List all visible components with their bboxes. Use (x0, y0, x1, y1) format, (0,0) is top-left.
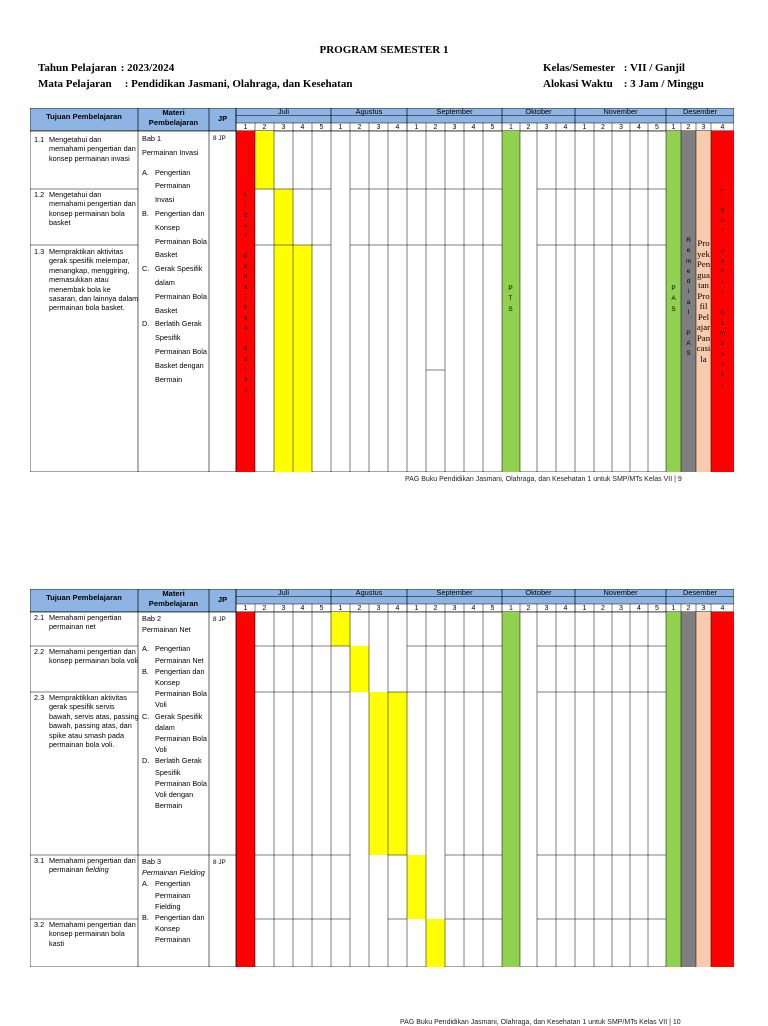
week-number: 3 (281, 604, 286, 612)
materi-bab: Bab 1 (142, 134, 162, 143)
tujuan-emphasis: fielding (85, 865, 109, 875)
tujuan-text: Memahami pengertian dari permainan fielding (49, 856, 136, 875)
week-number: 5 (655, 123, 659, 131)
vertical-letter: b (720, 206, 725, 214)
vertical-letter: m (719, 330, 726, 338)
footer-page-10: PAG Buku Pendidikan Jasmani, Olahraga, dan Kesehatan 1 untuk SMP/MTs Kelas VII | 10 (400, 1019, 681, 1026)
materi-letter: B. (142, 913, 149, 923)
tahun-label: Tahun Pelajaran (38, 62, 117, 74)
materi-item-text: Berlatih Gerak Spesifik Permainan Bola Basket dengan Bermain (155, 319, 207, 384)
month-label-oktober: Oktober (525, 588, 552, 597)
materi-topic: Permainan Fielding (142, 868, 205, 878)
kelas-semester (543, 62, 685, 74)
vertical-letter (715, 236, 731, 246)
vertical-letter (238, 334, 254, 344)
vertical-letter: k (243, 304, 248, 312)
vertical-letter: P (686, 329, 691, 337)
week-number: 3 (281, 123, 286, 131)
vertical-letter: m (685, 257, 692, 265)
mata-pelajaran (38, 78, 352, 90)
tujuan-number: 1.2 (34, 190, 45, 199)
header-jp: JP (217, 114, 228, 123)
header-tujuan: Tujuan Pembelajaran (46, 112, 122, 121)
vertical-letter: s (720, 350, 725, 358)
month-label-desember: Desember (682, 588, 718, 597)
month-label-agustus: Agustus (355, 588, 383, 597)
month-label-juli: Juli (277, 588, 290, 597)
tujuan-text: Memahami pengertian permainan net (49, 613, 122, 632)
vertical-letter: b (243, 211, 248, 219)
week-number: 3 (619, 123, 623, 131)
month-label-september: September (436, 107, 473, 116)
week-number: 4 (637, 604, 641, 612)
header-materi: Materi Pembelajaran (148, 589, 199, 608)
week-number: 1 (243, 123, 248, 131)
materi-item-text: Gerak Spesifik dalam Permainan Bola Voli (155, 711, 207, 755)
week-number: 2 (262, 604, 267, 612)
week-number: 4 (471, 123, 476, 131)
proyek-bar-2 (696, 612, 711, 967)
remedial-bar-2 (681, 612, 696, 967)
vertical-letter: K (243, 345, 248, 353)
tujuan-text: Memahami pengertian dan konsep permainan bola voli (49, 647, 138, 666)
proyek-word: yek (697, 248, 710, 259)
vertical-letter: s (243, 386, 248, 394)
vertical-letter: r (721, 381, 724, 389)
alokasi-label: Alokasi Waktu (543, 78, 613, 90)
week-number: 1 (582, 604, 587, 612)
materi-item-text: Pengertian Permainan Net (155, 644, 204, 665)
materi-item-text: Gerak Spesifik dalam Permainan Bola Basket (155, 264, 207, 315)
week-number: 1 (414, 123, 419, 131)
libur-akhir-semester-text (715, 185, 731, 391)
vertical-letter: e (720, 371, 725, 379)
vertical-letter (238, 241, 254, 251)
proyek-word: gua (697, 269, 710, 280)
materi-item (142, 317, 210, 386)
vertical-letter: P (671, 285, 676, 292)
tujuan-text: Mempraktikkan aktivitas gerak spesifik servis bawah, servis atas, passing bawah, passing atas, dan spike atau smash pada permainan bola voli. (49, 693, 139, 750)
schedule-table-1 (30, 108, 734, 472)
week-number: 2 (526, 604, 531, 612)
kelas-value: : VII / Ganjil (623, 62, 685, 74)
materi-item (142, 711, 210, 756)
vertical-letter: k (720, 258, 725, 266)
vertical-letter: S (671, 305, 676, 313)
week-number: 3 (376, 604, 381, 612)
vertical-letter: P (508, 285, 513, 292)
materi-letter: B. (142, 208, 149, 218)
vertical-letter: S (508, 305, 513, 313)
jp-value-bab-2: 8 JP (213, 616, 226, 623)
month-label-november: November (603, 107, 638, 116)
week-number: 1 (509, 123, 513, 131)
vertical-letter: A (671, 295, 676, 303)
proyek-word: tan (698, 280, 709, 290)
vertical-letter: n (243, 273, 248, 281)
tujuan-text: Mengetahui dan memahami pengertian dan konsep permainan bola basket (49, 190, 136, 228)
materi-letter: A. (142, 879, 149, 889)
week-number: 1 (338, 123, 343, 131)
week-number: 4 (395, 604, 400, 612)
vertical-letter: r (721, 227, 724, 235)
tahun-value: : 2023/2024 (120, 62, 175, 74)
proyek-text (696, 238, 711, 364)
proyek-word: Pen (696, 259, 711, 269)
materi-bab-2 (142, 613, 210, 811)
week-number: 5 (319, 123, 324, 131)
materi-letter: D. (142, 319, 150, 329)
proyek-word: Pel (697, 311, 710, 322)
week-number: 1 (509, 604, 513, 612)
week-number: 5 (655, 604, 659, 612)
vertical-letter: u (243, 221, 248, 229)
vertical-letter: a (243, 376, 248, 384)
vertical-letter: l (244, 366, 247, 374)
tujuan-number: 1.1 (34, 135, 45, 144)
week-number: 4 (563, 604, 568, 612)
jadwal-3-1 (407, 855, 426, 919)
week-number: 5 (490, 123, 495, 131)
materi-item-text: Pengertian Permainan Fielding (155, 879, 191, 911)
materi-letter: C. (142, 711, 150, 721)
jadwal-1-2 (274, 189, 293, 245)
tujuan-number: 1.3 (34, 247, 45, 256)
week-number: 1 (671, 604, 676, 612)
vertical-letter: t (721, 361, 724, 369)
pts-text (503, 284, 519, 315)
week-number: 1 (671, 123, 676, 131)
remedial-pas-text (682, 236, 696, 360)
materi-item (142, 878, 210, 912)
materi-item (142, 755, 210, 811)
vertical-letter: e (686, 247, 691, 255)
week-number: 4 (395, 123, 400, 131)
vertical-letter: e (720, 319, 725, 327)
tujuan-item (34, 247, 138, 367)
week-number: 3 (452, 604, 457, 612)
materi-item-text: Pengertian dan Konsep Permainan Bola Voli (155, 666, 207, 710)
week-number: 2 (262, 123, 267, 131)
week-number: 3 (544, 604, 549, 612)
proyek-word: Pan (696, 332, 711, 343)
proyek-word: ajar (696, 322, 711, 332)
tujuan-text: Mempraktikan aktivitas gerak spesifik melempar, menangkap, menggiring, memasukkan atau menembak bola ke sasaran, dan lainnya dalam permainan bola basket. (49, 247, 139, 313)
vertical-letter: r (244, 232, 247, 240)
week-number: 3 (544, 123, 549, 131)
materi-letter: A. (142, 167, 149, 177)
month-label-juli: Juli (277, 107, 290, 116)
tujuan-number: 2.2 (34, 647, 45, 656)
week-number: 1 (582, 123, 587, 131)
materi-item (142, 643, 210, 665)
vertical-letter: A (720, 247, 725, 255)
week-number: 4 (637, 123, 641, 131)
pas-bar-2 (666, 612, 681, 967)
vertical-letter: e (243, 355, 248, 363)
vertical-letter: i (244, 201, 247, 209)
jp-value: 8 JP (213, 135, 226, 142)
tujuan-number: 3.1 (34, 856, 45, 865)
header-tujuan: Tujuan Pembelajaran (46, 593, 122, 602)
week-number: 1 (243, 604, 248, 612)
materi-item-text: Pengertian dan Konsep Permainan (155, 913, 205, 945)
materi-item (142, 666, 210, 711)
vertical-letter: e (720, 340, 725, 348)
vertical-letter: n (243, 324, 248, 332)
materi-topic: Permainan Net (142, 625, 191, 635)
week-number: 4 (720, 123, 725, 131)
week-number: 3 (376, 123, 381, 131)
proyek-word: casi (696, 343, 711, 353)
tujuan-text: Memahami pengertian dan konsep permainan bola kasti (49, 920, 136, 948)
materi-item-text: Pengertian dan Konsep Permainan Bola Basket (155, 208, 207, 260)
tujuan-item (34, 693, 138, 793)
vertical-letter: i (687, 288, 690, 296)
week-number: 4 (471, 604, 476, 612)
materi-item-text: Pengertian Permainan Invasi (155, 167, 191, 205)
materi-bab: Bab 3 (142, 857, 162, 866)
jp-value-bab-3: 8 JP (213, 859, 226, 866)
materi-letter: C. (142, 264, 150, 274)
vertical-letter: K (243, 252, 248, 260)
tujuan-text: Mengetahui dan memahami pengertian dan konsep permainan invasi (49, 135, 136, 163)
mapel-label: Mata Pelajaran (38, 78, 112, 90)
materi-letter: A. (142, 644, 149, 654)
materi-letter: B. (142, 666, 149, 676)
vertical-letter: i (721, 278, 724, 286)
materi-gap (142, 635, 210, 643)
week-number: 5 (319, 604, 324, 612)
week-number: 2 (601, 604, 605, 612)
alokasi-value: : 3 Jam / Minggu (623, 78, 704, 90)
month-label-november: November (603, 588, 638, 597)
vertical-letter: a (243, 283, 248, 291)
vertical-letter: r (721, 288, 724, 296)
page-title: PROGRAM SEMESTER 1 (319, 44, 449, 56)
tahun-pelajaran (38, 62, 174, 74)
vertical-letter: e (243, 263, 248, 271)
vertical-letter: R (686, 237, 691, 244)
vertical-letter: S (686, 350, 691, 358)
vertical-letter: d (686, 278, 691, 286)
vertical-letter: i (721, 196, 724, 204)
vertical-letter (715, 298, 731, 308)
proyek-word: fil (699, 301, 708, 311)
week-number: 4 (300, 604, 305, 612)
week-number: 5 (490, 604, 495, 612)
week-number: 3 (701, 123, 706, 131)
week-number: 4 (720, 604, 725, 612)
materi-item (142, 166, 210, 207)
alokasi-waktu (543, 78, 704, 90)
header-jp: JP (217, 595, 228, 604)
tujuan-number: 3.2 (34, 920, 45, 929)
proyek-word: Pro (697, 238, 710, 248)
jadwal-2-1 (331, 612, 350, 646)
pas-text (667, 284, 681, 315)
proyek-word: la (700, 353, 707, 364)
week-number: 1 (338, 604, 343, 612)
vertical-letter: l (687, 309, 690, 317)
schedule-table-2 (30, 589, 734, 967)
month-label-september: September (436, 588, 473, 597)
proyek-word: Pro (697, 290, 710, 301)
materi-bab-1 (142, 132, 210, 386)
week-number: 3 (701, 604, 706, 612)
vertical-letter: h (720, 268, 725, 276)
materi-item (142, 262, 210, 317)
vertical-letter: A (686, 339, 691, 347)
jadwal-3-2 (426, 919, 445, 967)
mapel-value: : Pendidikan Jasmani, Olahraga, dan Kesehatan (124, 78, 353, 90)
tujuan-number: 2.3 (34, 693, 45, 702)
jadwal-2-2 (350, 646, 369, 692)
week-number: 1 (414, 604, 419, 612)
week-number: 2 (357, 123, 362, 131)
kelas-label: Kelas/Semester (543, 62, 616, 74)
vertical-letter: L (720, 186, 725, 193)
materi-bab-3 (142, 856, 210, 946)
vertical-letter: e (686, 267, 691, 275)
vertical-letter: L (243, 191, 248, 198)
week-number: 3 (619, 604, 623, 612)
vertical-letter (682, 318, 696, 328)
tujuan-number: 2.1 (34, 613, 45, 622)
week-number: 2 (433, 123, 438, 131)
materi-item (142, 912, 210, 946)
month-label-desember: Desember (682, 107, 718, 116)
materi-item-text: Berlatih Gerak Spesifik Permainan Bola Voli dengan Bermain (155, 756, 207, 811)
vertical-letter: u (720, 216, 725, 224)
materi-letter: D. (142, 756, 150, 766)
footer-page-9: PAG Buku Pendidikan Jasmani, Olahraga, dan Kesehatan 1 untuk SMP/MTs Kelas VII | 9 (405, 476, 682, 483)
month-label-oktober: Oktober (525, 107, 552, 116)
vertical-letter: a (686, 298, 691, 306)
week-number: 3 (452, 123, 457, 131)
vertical-letter: T (508, 295, 513, 303)
week-number: 2 (686, 604, 691, 612)
libur-kenaikan-kelas-text (238, 190, 254, 396)
header-materi: Materi Pembelajaran (148, 108, 199, 127)
vertical-letter: S (720, 309, 725, 317)
vertical-letter: i (244, 293, 247, 301)
week-number: 2 (601, 123, 605, 131)
month-label-agustus: Agustus (355, 107, 383, 116)
libur-bar-2 (236, 612, 255, 967)
week-number: 2 (357, 604, 362, 612)
week-number: 2 (526, 123, 531, 131)
libur-akhir-bar-2 (711, 612, 734, 967)
tujuan-item (34, 920, 138, 1020)
week-number: 2 (433, 604, 438, 612)
pts-bar-2 (502, 612, 520, 967)
week-number: 2 (686, 123, 691, 131)
vertical-letter: a (243, 314, 248, 322)
jadwal-1-1 (255, 131, 274, 189)
materi-topic: Permainan Invasi (142, 147, 199, 157)
materi-bab: Bab 2 (142, 614, 162, 623)
week-number: 4 (563, 123, 568, 131)
week-number: 4 (300, 123, 305, 131)
materi-item (142, 207, 210, 262)
